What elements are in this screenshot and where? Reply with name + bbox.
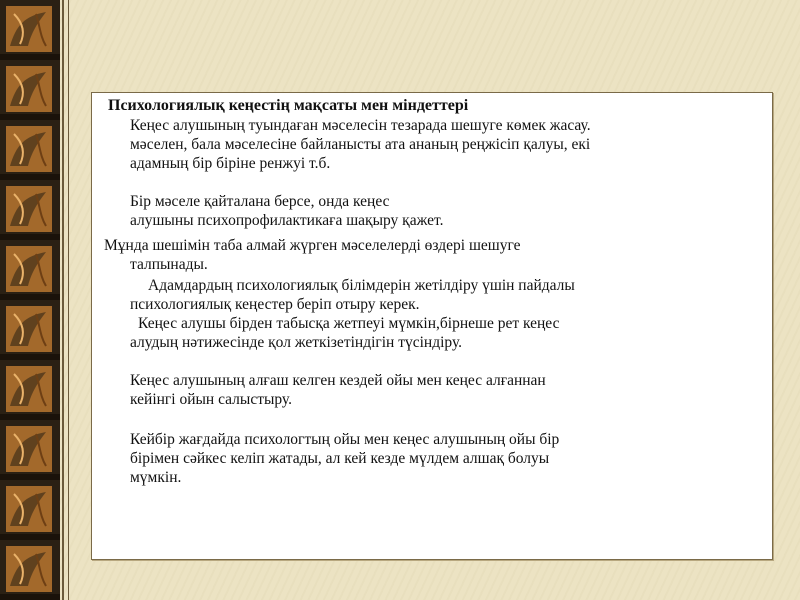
slide-text-panel [91,92,773,560]
ornament-tile-icon [6,486,52,532]
slide-content [92,93,772,559]
text-line: мәселен, бала мәселесіне байланысты ата ананың реңжісіп қалуы, екі [130,136,591,153]
text-line: алушыны психопрофилактикаға шақыру қажет. [130,212,444,229]
ornament-tile-icon [6,546,52,592]
text-line: Кейбір жағдайда психологтың ойы мен кеңес алушының ойы бір [130,431,560,448]
ornament-tile-icon [6,66,52,112]
ornament-tile-icon [6,306,52,352]
slide-title: Психологиялық кеңестің мақсаты мен міндеттері [108,97,469,114]
ornament-tile-icon [6,246,52,292]
ornament-tile-icon [6,186,52,232]
text-line: талпынады. [130,256,208,273]
text-line: кейінгі ойын салыстыру. [130,391,293,408]
text-line: Мұнда шешімін таба алмай жүрген мәселелерді өздері шешуге [104,237,521,254]
ornament-tile-icon [6,426,52,472]
text-line: Кеңес алушы бірден табысқа жетпеуі мүмкін,бірнеше рет кеңес [138,315,560,332]
ornament-tile-icon [6,366,52,412]
text-line: алудың нәтижесінде қол жеткізетіндігін түсіндіру. [130,334,463,351]
border-rule [68,0,69,600]
text-line: бірімен сәйкес келіп жатады, ал кей кезде мүлдем алшақ болуы [130,450,550,467]
text-line: психологиялық кеңестер беріп отыру керек. [130,296,420,313]
text-line: Кеңес алушының туындаған мәселесін тезарада шешуге көмек жасау. [130,117,591,134]
text-line: адамның бір біріне ренжуі т.б. [130,155,331,172]
text-line: Адамдардың психологиялық білімдерін жетілдіру үшін пайдалы [148,277,575,294]
ornament-tile-icon [6,126,52,172]
border-rule [62,0,64,600]
ornament-tile-icon [6,6,52,52]
text-line: Бір мәселе қайталана берсе, онда кеңес [130,193,390,210]
decorative-left-border [0,0,60,600]
text-line: мүмкін. [130,469,182,486]
text-line: Кеңес алушының алғаш келген кездей ойы мен кеңес алғаннан [130,372,546,389]
